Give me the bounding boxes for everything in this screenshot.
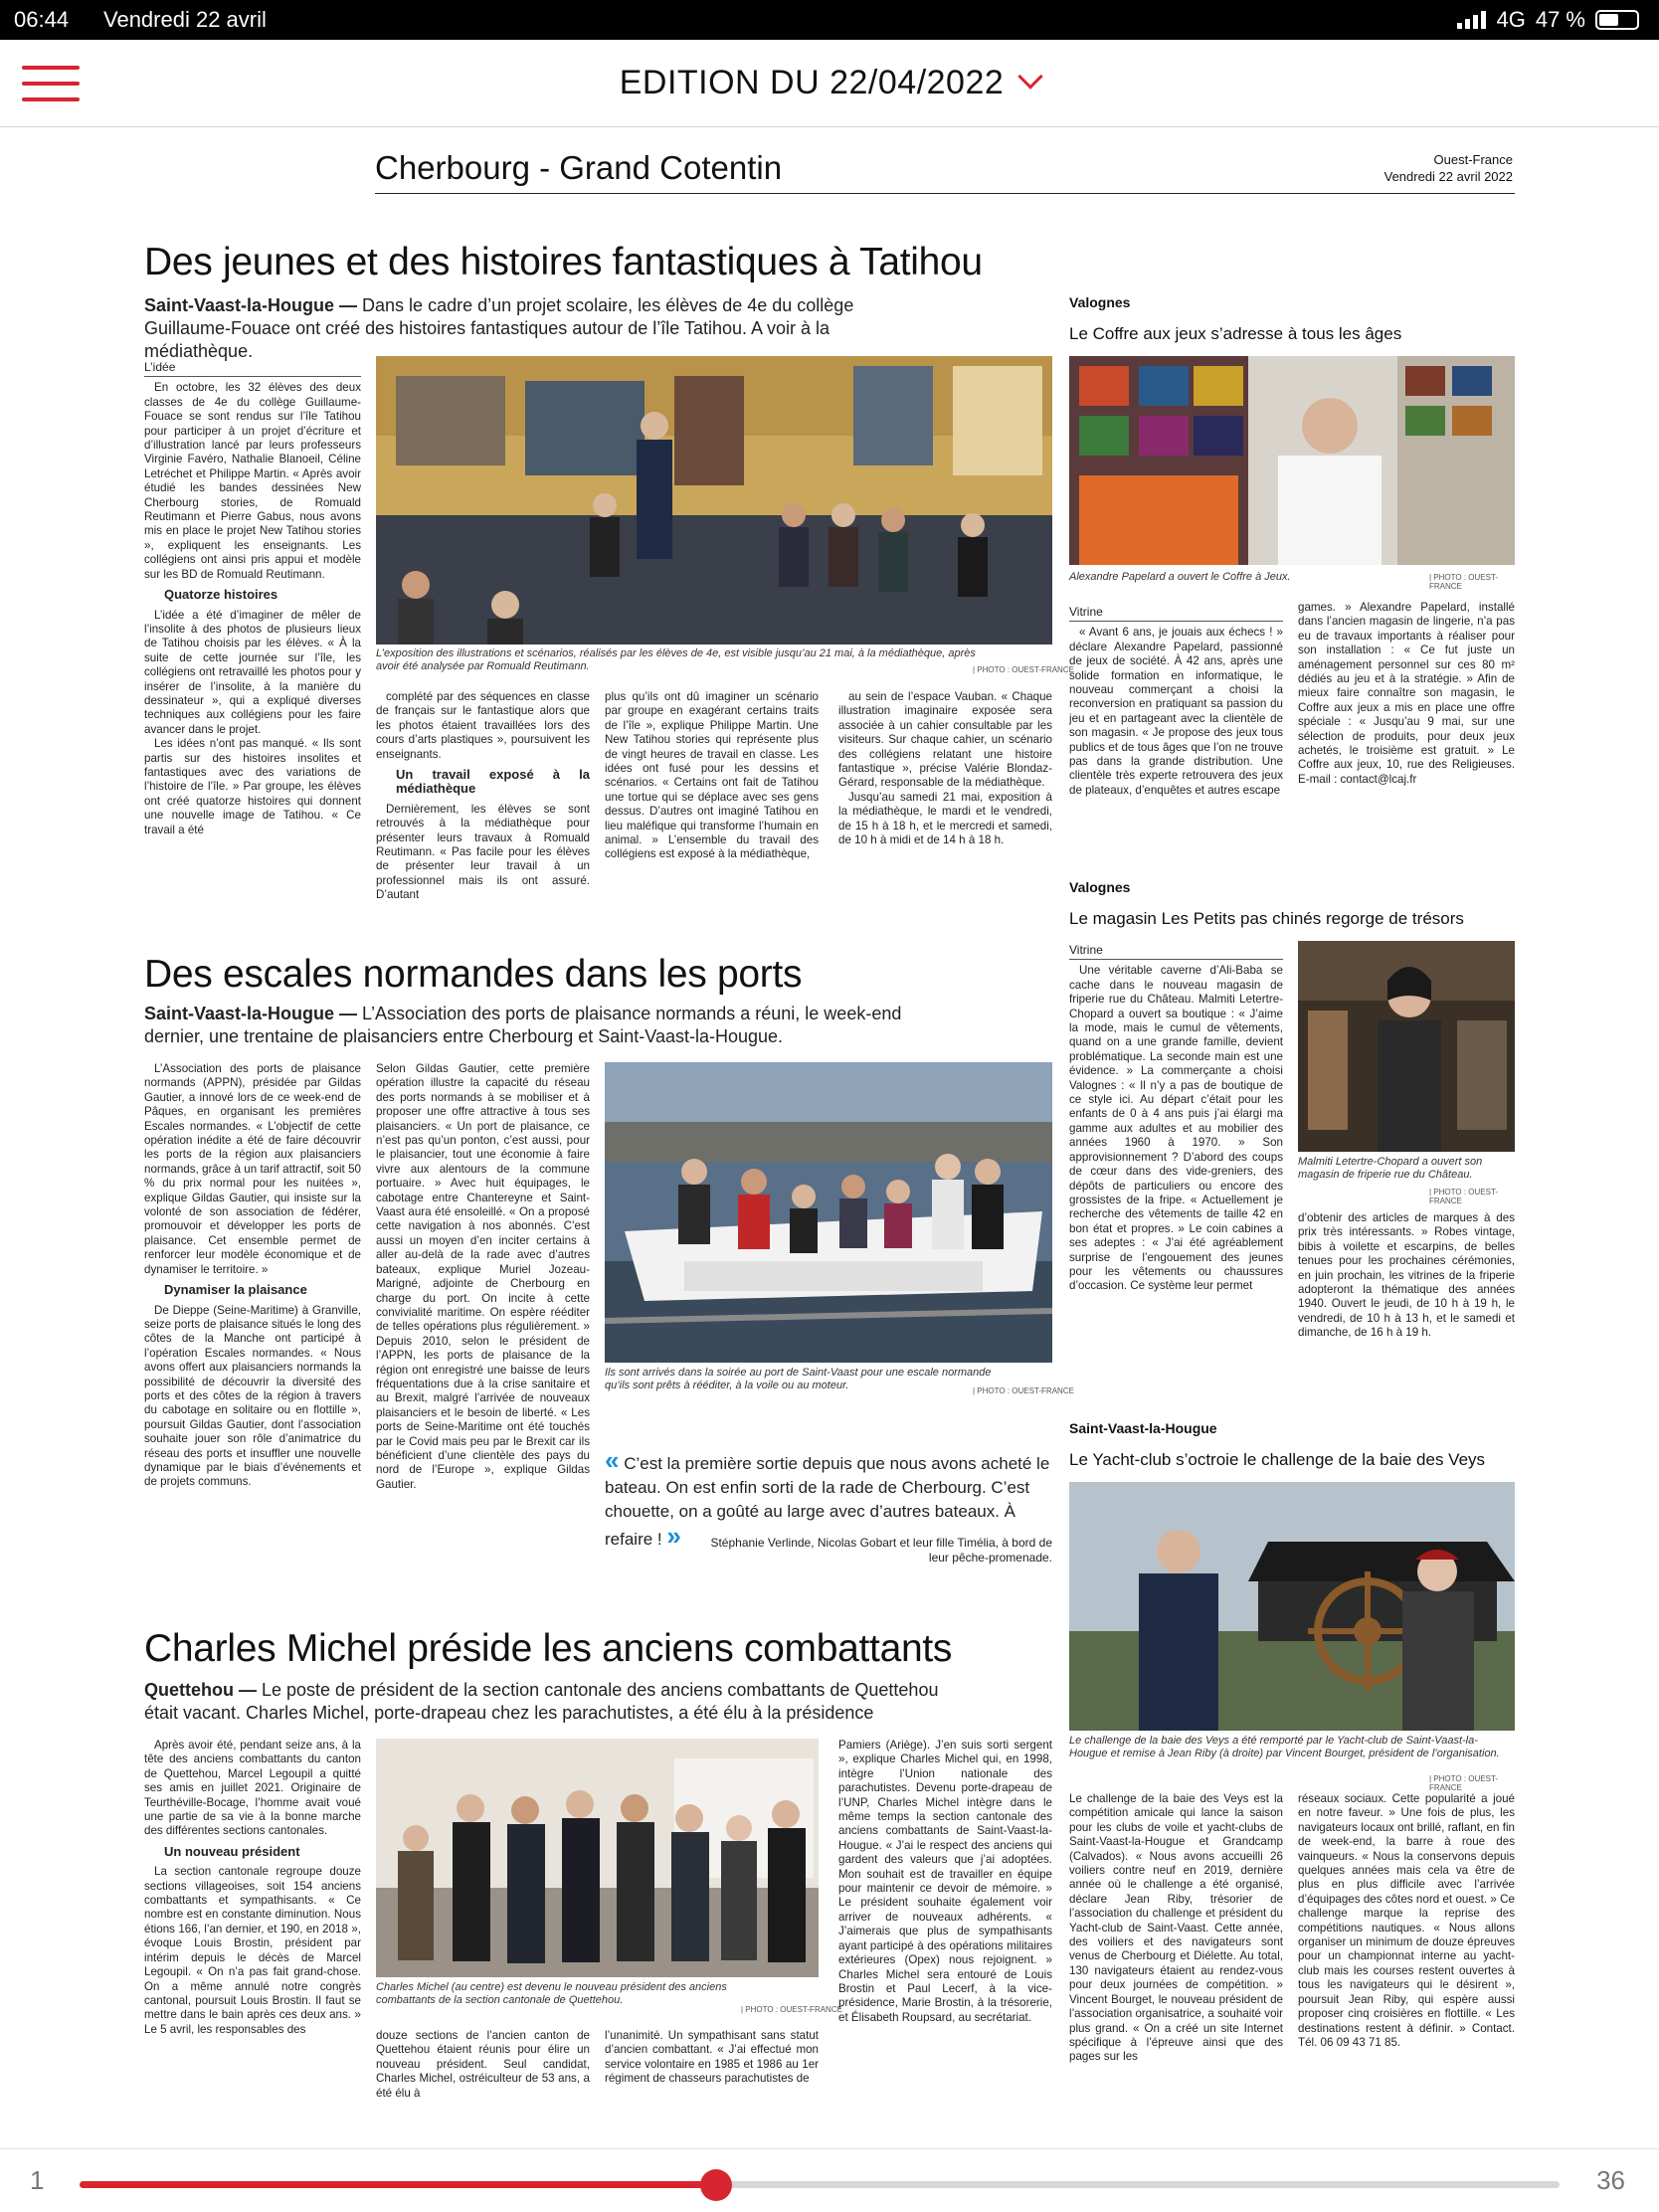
game-shop-photo-image xyxy=(1069,356,1515,565)
rail-3-column-2: réseaux sociaux. Cette popularité a joué en notre faveur. » Une fois de plus, les navigateurs locaux ont brillé, raflant, en fin de week-end, la barre à roue des vainqueurs. « Nous la conservons depuis quelques années mais cela va être de plus en plus difficile avec l’arrivée d’équipages des côtes nord et ouest. » Ce challenge marque la reprise des compétitions nautiques. « Nous allons organiser un minimum de douze épreuves pour un championnat interne au yacht-club mais les courses restent ouvertes à tous les navigateurs qui le désirent », poursuit Jean Riby, qui espère aussi proposer cinq croisières en flottille. « Les destinations restent à définir. » Contact. Tél. 06 09 43 71 85. xyxy=(1298,1792,1515,2049)
signal-icon xyxy=(1457,11,1486,29)
article-1-column-1: L’idée En octobre, les 32 élèves des deux classes de 4e du collège Guillaume-Fouace se sont rendus sur l’île Tatihou pour participer à un projet d’écriture et d’illustration lancé par leurs professeurs Virginie Favéro, Nathalie Blanoeil, Céline Letréchet et Philippe Martin. « Après avoir étudié les bandes dessinées New Cherbourg stories, de Romuald Reutimann et Pierre Gabus, nous avons mis en place le projet New Tatihou stories », expliquent les enseignants. Les collégiens ont ainsi pris appui et modèle sur les BD de Romuald Reutimann. Quatorze histoires L’idée a été d’imaginer de mêler de l’insolite à des photos de plusieurs lieux de Tatihou choisis par les élèves. « À la suite de cette journée sur l’île, les collégiens ont retravaillé les photos pour y insérer de l’insolite, à la manière du dessinateur », qui a expliqué diverses techniques aux collégiens pour les faire avancer dans le projet. Les idées n’ont pas manqué. « Ils sont partis sur des histoires insolites et fantastiques avec des variations de l’histoire de l’île. » Par groupe, les élèves ont créé quatorze histoires qui donnent une nouvelle image de Tatihou. « Ce travail a été xyxy=(144,360,361,836)
rail-2-title: Le magasin Les Petits pas chinés regorge de trésors xyxy=(1069,909,1464,928)
article-3-credit: | PHOTO : OUEST-FRANCE xyxy=(741,2005,842,2014)
last-page-label: 36 xyxy=(1596,2165,1625,2195)
section-title: Cherbourg - Grand Cotentin xyxy=(375,149,783,186)
article-2-quote: « C’est la première sortie depuis que nous avons acheté le bateau. On est enfin sorti de la rade de Cherbourg. C’est chouette, on a goûté au large avec d’autres bateaux. À refaire ! » xyxy=(605,1445,1050,1551)
rail-1-caption: Alexandre Papelard a ouvert le Coffre à Jeux. xyxy=(1069,571,1291,583)
article-2-quote-author: Stéphanie Verlinde, Nicolas Gobart et leur fille Timélia, à bord de leur pêche-promenade. xyxy=(710,1536,1052,1565)
rail-2-credit: | PHOTO : OUEST-FRANCE xyxy=(1429,1188,1499,1205)
thrift-shop-photo-image xyxy=(1298,941,1515,1152)
rail-3-credit: | PHOTO : OUEST-FRANCE xyxy=(1429,1774,1499,1792)
article-1-subhead-1: Quatorze histoires xyxy=(164,587,278,603)
yacht-club-photo-image xyxy=(1069,1482,1515,1731)
rail-3-title: Le Yacht-club s’octroie le challenge de la baie des Veys xyxy=(1069,1450,1486,1469)
page-slider-thumb[interactable] xyxy=(700,2169,732,2201)
article-3-photo xyxy=(376,1739,819,1982)
page-scrubber-bar xyxy=(0,2148,1659,2212)
first-page-label: 1 xyxy=(30,2165,45,2195)
section-rule xyxy=(375,193,1515,194)
rail-3-photo xyxy=(1069,1482,1515,1731)
article-3-subhead-1: Un nouveau président xyxy=(164,1843,300,1859)
publisher: Ouest-France xyxy=(1433,152,1513,167)
article-2-caption: Ils sont arrivés dans la soirée au port de Saint-Vaast pour une escale normande qu’ils sont prêts à rééditer, à la voile ou au moteur. xyxy=(605,1367,992,1391)
article-3-place: Quettehou — xyxy=(144,1680,257,1700)
article-1-subhead-2: Un travail exposé à la médiathèque xyxy=(396,767,590,797)
article-1-tag: L’idée xyxy=(144,360,361,377)
newspaper-page xyxy=(144,149,1515,2138)
article-1-place: Saint-Vaast-la-Hougue — xyxy=(144,295,358,315)
article-3-column-2: douze sections de l’ancien canton de Quettehou étaient réunis pour élire un nouveau président. Seul candidat, Charles Michel, ostréiculteur de 53 ans, a été élu à xyxy=(376,2029,590,2100)
rail-1-tag: Vitrine xyxy=(1069,605,1283,622)
harbour-photo-image xyxy=(605,1062,1052,1363)
article-2-column-1: L’Association des ports de plaisance normands (APPN), présidée par Gildas Gautier, a innové lors de ce week-end de Pâques, en organisant les premières Escales normandes. « L’objectif de cette opération inédite a été de faire découvrir les ports de la région aux plaisanciers normands, grâce à un tarif attractif, soit 50 % du prix normal pour les nuitées », explique Gildas Gautier, qui insiste sur la volonté de son association de fédérer, promouvoir et développer les ports de plaisance. Cet ensemble permet de renforcer leur modèle économique et de dynamiser le territoire. » Dynamiser la plaisance De Dieppe (Seine-Maritime) à Granville, seize ports de plaisance situés le long des côtes de la Manche ont participé à l’opération Escales normandes. « Nous avons offert aux plaisanciers normands la possibilité de découvrir la diversité des ports et des côtes de la région à travers du cabotage en solitaire ou en flottille », poursuit Gildas Gautier, dont l’association souhaite jouer son rôle d’animatrice du réseau des ports et insuffler une nouvelle dynamique par le biais d’événements et de projets communs. xyxy=(144,1062,361,1489)
chevron-down-icon xyxy=(1018,64,1043,89)
rail-2-photo xyxy=(1298,941,1515,1152)
publication-date: Vendredi 22 avril 2022 xyxy=(1383,169,1513,184)
battery-icon xyxy=(1595,10,1639,30)
article-2-credit: | PHOTO : OUEST-FRANCE xyxy=(973,1386,1074,1395)
article-1-headline: Des jeunes et des histoires fantastiques à Tatihou xyxy=(144,241,983,283)
classroom-photo-image xyxy=(376,356,1052,645)
article-1-credit: | PHOTO : OUEST-FRANCE xyxy=(973,665,1074,674)
page-slider-track[interactable] xyxy=(80,2181,1560,2188)
rail-2-caption: Malmiti Letertre-Chopard a ouvert son magasin de friperie rue du Château. xyxy=(1298,1156,1483,1181)
rail-2-tag: Vitrine xyxy=(1069,943,1283,960)
article-2-subhead-1: Dynamiser la plaisance xyxy=(164,1282,307,1298)
status-right xyxy=(1457,7,1639,33)
quote-close-icon: » xyxy=(666,1521,681,1551)
article-2-column-2: Selon Gildas Gautier, cette première opération illustre la capacité du réseau des ports normands à se mobiliser et à proposer une offre attractive à tous ses plaisanciers. « Un port de plaisance, ce n’est pas qu’un ponton, c’est aussi, pour le plaisancier, tout une économie à faire vivre aux alentours de la commune portuaire. » Avec huit équipages, le cabotage entre Chantereyne et Saint-Vaast aura été ensoleillé. « On a proposé cette navigation à nos abonnés. C’est aussi un moyen d’en inciter certains à aller au-delà de la rade avec d’autres bateaux, explique Muriel Jozeau-Marigné, adjointe de Cherbourg en charge du port. On incite à cette convivialité maritime. On espère rééditer de telles opérations plus régulièrement. » Depuis 2010, selon le président de l’APPN, les ports de plaisance de la région ont enregistré une baisse de leurs fréquentations due à la crise sanitaire et au Brexit, malgré l’arrivée de nouveaux plaisanciers et le besoin de liberté. « Les ports de Seine-Maritime ont été touchés par le Covid mais peu par le Brexit car ils bénéficient d’une clientèle des pays du nord de l’Europe », explique Gildas Gautier. xyxy=(376,1062,590,1491)
rail-3-place: Saint-Vaast-la-Hougue xyxy=(1069,1420,1217,1436)
rail-1-photo xyxy=(1069,356,1515,565)
rail-1-column-1: Vitrine « Avant 6 ans, je jouais aux échecs ! » déclare Alexandre Papelard, passionné de jeux de société. À 42 ans, après une solide formation en informatique, le nouveau commerçant a choisi la reconversion en pratiquant sa passion du jeu et en partageant avec la clientèle de son magasin. « Je propose des jeux tous publics et de tous âges que l’on ne trouve pas dans la grande distribution. Une clientèle très experte retrouvera des jeux de plateaux, d’enquêtes et autres escape xyxy=(1069,605,1283,797)
article-1-lead: Saint-Vaast-la-Hougue — Dans le cadre d’un projet scolaire, les élèves de 4e du collège Guillaume-Fouace ont créé des histoires fantastiques autour de l’île Tatihou. A voir à la médiathèque. xyxy=(144,295,854,361)
article-3-headline: Charles Michel préside les anciens combattants xyxy=(144,1627,953,1670)
rail-1-column-2: games. » Alexandre Papelard, installé dans l’ancien magasin de lingerie, n’a pas eu de travaux importants à réaliser pour son installation : « Ce fut juste un aménagement personnel sur ces 80 m² dédiés au jeu et à la stratégie. » Afin de mieux faire connaître son magasin, le Coffre aux jeux a mis en place une offre spéciale : « Jusqu’au 9 mai, sur une sélection de produits, pour deux jeux achetés, le troisième est gratuit. » Le Coffre aux jeux, 10, rue des Religieuses. E-mail : contact@lcaj.fr xyxy=(1298,601,1515,786)
rail-1-title: Le Coffre aux jeux s’adresse à tous les âges xyxy=(1069,324,1402,343)
article-3-column-4: Pamiers (Ariège). J’en suis sorti sergent », explique Charles Michel qui, en 1998, intègre l’Union nationale des parachutistes. Devenu porte-drapeau de l’UNP, Charles Michel intègre dans le même temps la section cantonale des anciens combattants de Saint-Vaast-la-Hougue. « J’ai le respect des anciens qui gardent des valeurs que j’ai adoptées. Mon souhait est de travailler en équipe pour maintenir ce devoir de mémoire. » Le président souhaite également voir arriver de nouveaux adhérents. « J’aimerais que plus de sympathisants ayant participé à des opérations militaires extérieures (Opex) nous rejoignent. » Charles Michel sera entouré de Louis Brostin et Paul Lecerf, à la vice-présidence, Marie Brostin, à la trésorerie, et Élisabeth Roupsard, au secrétariat. xyxy=(838,1739,1052,2024)
article-2-lead: Saint-Vaast-la-Hougue — L’Association des ports de plaisance normands a réuni, le week-end dernier, une trentaine de plaisanciers entre Cherbourg et Saint-Vaast-la-Hougue. xyxy=(144,1004,902,1046)
edition-label: EDITION DU 22/04/2022 xyxy=(619,64,1005,101)
top-nav xyxy=(0,40,1659,127)
article-1-column-4: au sein de l’espace Vauban. « Chaque illustration imaginaire exposée sera associée à un cahier consultable par les visiteurs. Sur chaque cahier, un scénario des collégiens relatant une histoire fantastique », précise Valérie Blondaz-Gérard, responsable de la médiathèque. Jusqu’au samedi 21 mai, exposition à la médiathèque, le mardi et le vendredi, de 15 h à 18 h, et le mercredi et samedi, de 10 h à midi et de 14 h à 18 h. xyxy=(838,690,1052,847)
rail-2-column-2: d’obtenir des articles de marques à des prix très intéressants. » Robes vintage, bibis à voilette et escarpins, de belles tenues pour les prochaines cérémonies, en juin prochain, les vitrines de la friperie adopteront la thématique des années 1940. Ouvert le jeudi, de 10 h à 19 h, le vendredi, de 10 h à 13 h, et le samedi et dimanche, de 16 h à 19 h. xyxy=(1298,1211,1515,1340)
rail-3-column-1: Le challenge de la baie des Veys est la compétition amicale qui lance la saison pour les clubs de voile et yacht-clubs de Saint-Vaast-la-Hougue et Grandcamp (Calvados). « Nous avons accueilli 26 voiliers contre neuf en 2019, dernière année où le challenge a été organisé, déclare Jean Riby, trésorier de l’association du challenge et président du Yacht-club de Saint-Vaast. Cette année, des voiliers et des navigateurs sont venus de Cherbourg et Diélette. Au total, 130 navigateurs étaient au rendez-vous pour deux journées de compétition. » Vincent Bourget, le nouveau président de l’association organisatrice, a souhaité voir plus grand. « On a créé un site Internet spécifique à l’épreuve ainsi que des pages sur les xyxy=(1069,1792,1283,2064)
article-3-column-1: Après avoir été, pendant seize ans, à la tête des anciens combattants du canton de Quettehou, Marcel Legoupil a quitté ses amis en juillet 2021. Originaire de Teurthéville-Bocage, l’homme avait voué une partie de sa vie à la bonne marche des différentes sections cantonales. Un nouveau président La section cantonale regroupe douze sections villageoises, soit 154 anciens combattants et sympathisants. « Ce nombre est en constante diminution. Nous étions 166, l’an dernier, et 190, en 2018 », évoque Louis Brostin, président par intérim depuis le décès de Marcel Legoupil. « On n’a pas fait grand-chose. On a même annulé notre congrès cantonal, poursuit Louis Brostin. Il faut se mettre dans le bain après ces deux ans. » Le 5 avril, les responsables des xyxy=(144,1739,361,2036)
article-1-column-3: plus qu’ils ont dû imaginer un scénario par groupe en exagérant certains traits de l’île », explique Philippe Martin. Une New Tatihou stories qui représente plus de vingt heures de travail en classe. Les idées ont fusé pour les dessins et scénarios. « Certains ont fait de Tatihou une tortue qui se déplace avec ses gens dessus. D’autres ont imaginé Tatihou en lieu maléfique qui transforme l’humain en animal. » L’ensemble du travail des collégiens est exposé à la médiathèque, xyxy=(605,690,819,861)
page-slider-progress xyxy=(80,2181,716,2188)
article-2-place: Saint-Vaast-la-Hougue — xyxy=(144,1004,358,1023)
article-3-lead: Quettehou — Le poste de président de la section cantonale des anciens combattants de Quettehou était vacant. Charles Michel, porte-drapeau chez les parachutistes, a été élu à la présidence xyxy=(144,1680,939,1723)
status-time: 06:44 xyxy=(14,7,70,32)
article-2-headline: Des escales normandes dans les ports xyxy=(144,953,803,996)
rail-2-place: Valognes xyxy=(1069,879,1131,895)
rail-1-place: Valognes xyxy=(1069,294,1131,310)
article-3-caption: Charles Michel (au centre) est devenu le nouveau président des anciens combattants de la section cantonale de Quettehou. xyxy=(376,1981,727,2006)
quote-open-icon: « xyxy=(605,1445,620,1475)
article-1-caption: L’exposition des illustrations et scénarios, réalisés par les élèves de 4e, est visible jusqu’au 21 mai, à la médiathèque, après avoir été analysée par Romuald Reutimann. xyxy=(376,647,976,672)
status-bar xyxy=(0,0,1659,40)
article-3-column-3: l’unanimité. Un sympathisant sans statut d’ancien combattant. « J’ai effectué mon service volontaire en 1985 et 1986 au 1er régiment de chasseurs parachutistes de xyxy=(605,2029,819,2086)
status-date: Vendredi 22 avril xyxy=(103,7,267,32)
masthead-info xyxy=(1384,151,1513,185)
network-label: 4G xyxy=(1496,7,1526,32)
article-1-column-2: complété par des séquences en classe de français sur le fantastique alors que les photos étaient travaillées lors des cours d’arts plastiques », poursuivent les enseignants. Un travail exposé à la médiathèque Dernièrement, les élèves se sont retrouvés à la médiathèque pour présenter leurs travaux à Romuald Reutimann. « Pas facile pour les élèves de présenter leur travail à un professionnel mais ils ont assuré. D’autant xyxy=(376,690,590,902)
veterans-photo-image xyxy=(376,1739,819,1977)
article-1-photo xyxy=(376,356,1052,645)
battery-label: 47 % xyxy=(1535,7,1585,32)
article-2-photo xyxy=(605,1062,1052,1363)
rail-2-column-1: Vitrine Une véritable caverne d’Ali-Baba se cache dans le nouveau magasin de friperie rue du Château. Malmiti Letertre-Chopard a ouvert sa boutique : « J’aime la mode, mais le cumul de vêtements, quand on a une grande famille, devient problématique. La seconde main est une évidence. » La commerçante a choisi Valognes : « Il n’y a pas de boutique de ce style ici. Au départ c’était pour les enfants de 0 à 4 ans puis j’ai élargi ma gamme aux adultes et au mobilier des années 1960 à 1970. » Son approvisionnement ? D’abord des coups de cœur dans des vide-greniers, des dépôts de particuliers ou encore des grossistes de la fripe. « Actuellement je recherche des vêtements de taille 42 en bon état et propres. » Le coin cabines a ses adeptes : « J’ai été agréablement surprise de l’engouement des jeunes pour les vêtements ou chaussures d’occasion. Ce système leur permet xyxy=(1069,943,1283,1293)
rail-3-caption: Le challenge de la baie des Veys a été remporté par le Yacht-club de Saint-Vaast-la-Hougue et remise à Jean Riby (à droite) par Vincent Bourget, président de l’organisation. xyxy=(1069,1735,1500,1759)
rail-1-credit: | PHOTO : OUEST-FRANCE xyxy=(1429,573,1499,591)
edition-selector[interactable] xyxy=(0,64,1659,102)
